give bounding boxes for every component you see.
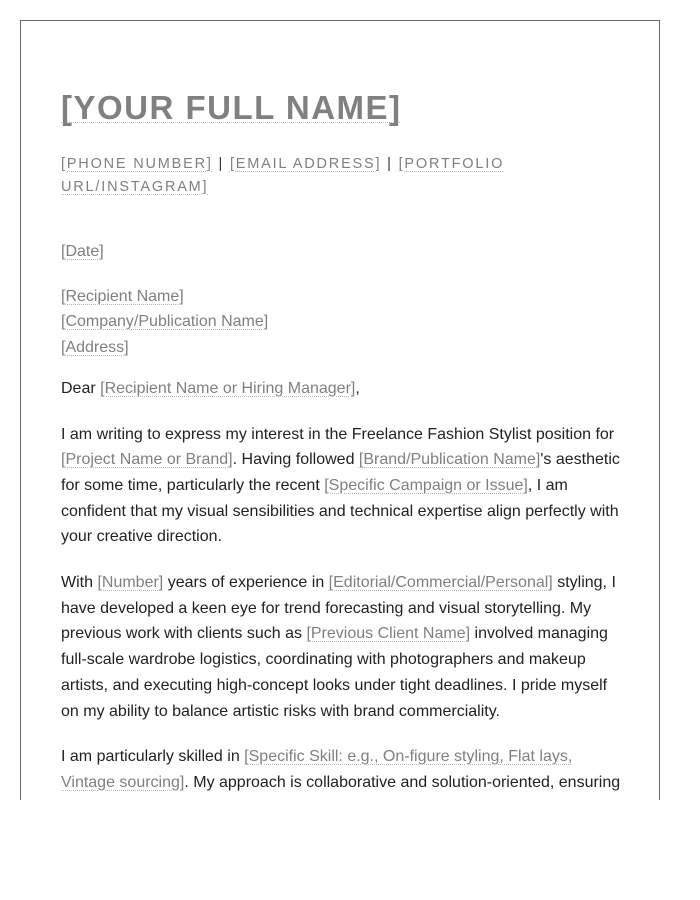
paragraph-text: 's aesthetic for some time, particularly the recent (61, 451, 620, 494)
campaign-placeholder: [Specific Campaign or Issue] (324, 476, 528, 494)
styling-type-placeholder: [Editorial/Commercial/Personal] (328, 574, 553, 592)
company-line (61, 309, 626, 335)
brand-placeholder: [Brand/Publication Name] (358, 451, 541, 469)
paragraph-text: involved managing full-scale wardrobe logistics, coordinating with photographers and makeup artists, and executing high-concept looks under tight deadlines. I pride myself on my ability to balance artistic risks with brand commerciality. (61, 625, 608, 720)
paragraph-text: years of experience in (163, 574, 329, 592)
greeting-prefix: Dear (61, 379, 101, 397)
address-placeholder: [Address] (61, 339, 129, 357)
greeting (61, 376, 626, 402)
greeting-suffix: , (355, 379, 360, 397)
paragraph-text: I am writing to express my interest in the Freelance Fashion Stylist position for (61, 425, 615, 443)
contact-line (61, 153, 626, 199)
date-placeholder: [Date] (61, 243, 104, 260)
paragraph-text: With (61, 574, 98, 592)
full-name-heading (61, 89, 626, 127)
skill-placeholder: [Specific Skill: e.g., On-figure styling, Flat lays, Vintage sourcing] (61, 748, 573, 791)
client-placeholder: [Previous Client Name] (306, 625, 471, 643)
paragraph-2 (61, 570, 626, 724)
recipient-name-placeholder: [Recipient Name] (61, 287, 184, 305)
full-name-placeholder: [YOUR FULL NAME] (61, 89, 402, 126)
address-line (61, 335, 626, 361)
email-placeholder: [EMAIL ADDRESS] (229, 156, 382, 172)
letter-body (61, 89, 626, 800)
recipient-block (61, 284, 626, 361)
paragraph-text: styling, I have developed a keen eye for trend forecasting and visual storytelling. My previous work with clients such as (61, 574, 616, 643)
paragraph-text: I am particularly skilled in (61, 748, 245, 766)
date-line (61, 239, 626, 265)
recipient-name-line (61, 284, 626, 310)
paragraph-text: , I am confident that my visual sensibilities and technical expertise align perfectly with your creative direction. (61, 476, 619, 546)
portfolio-placeholder: [PORTFOLIO URL/INSTAGRAM] (61, 156, 505, 195)
contact-separator: | (387, 156, 393, 172)
paragraph-3 (61, 744, 626, 795)
years-placeholder: [Number] (97, 574, 164, 592)
paragraph-text: . Having followed (232, 451, 359, 469)
contact-separator: | (218, 156, 225, 172)
document-page (20, 20, 660, 800)
greeting-name-placeholder: [Recipient Name or Hiring Manager] (100, 379, 356, 397)
paragraph-1 (61, 422, 626, 551)
paragraph-text: . My approach is collaborative and solution-oriented, ensuring (184, 773, 621, 791)
project-placeholder: [Project Name or Brand] (61, 451, 233, 469)
company-placeholder: [Company/Publication Name] (61, 313, 269, 331)
phone-placeholder: [PHONE NUMBER] (61, 156, 213, 172)
